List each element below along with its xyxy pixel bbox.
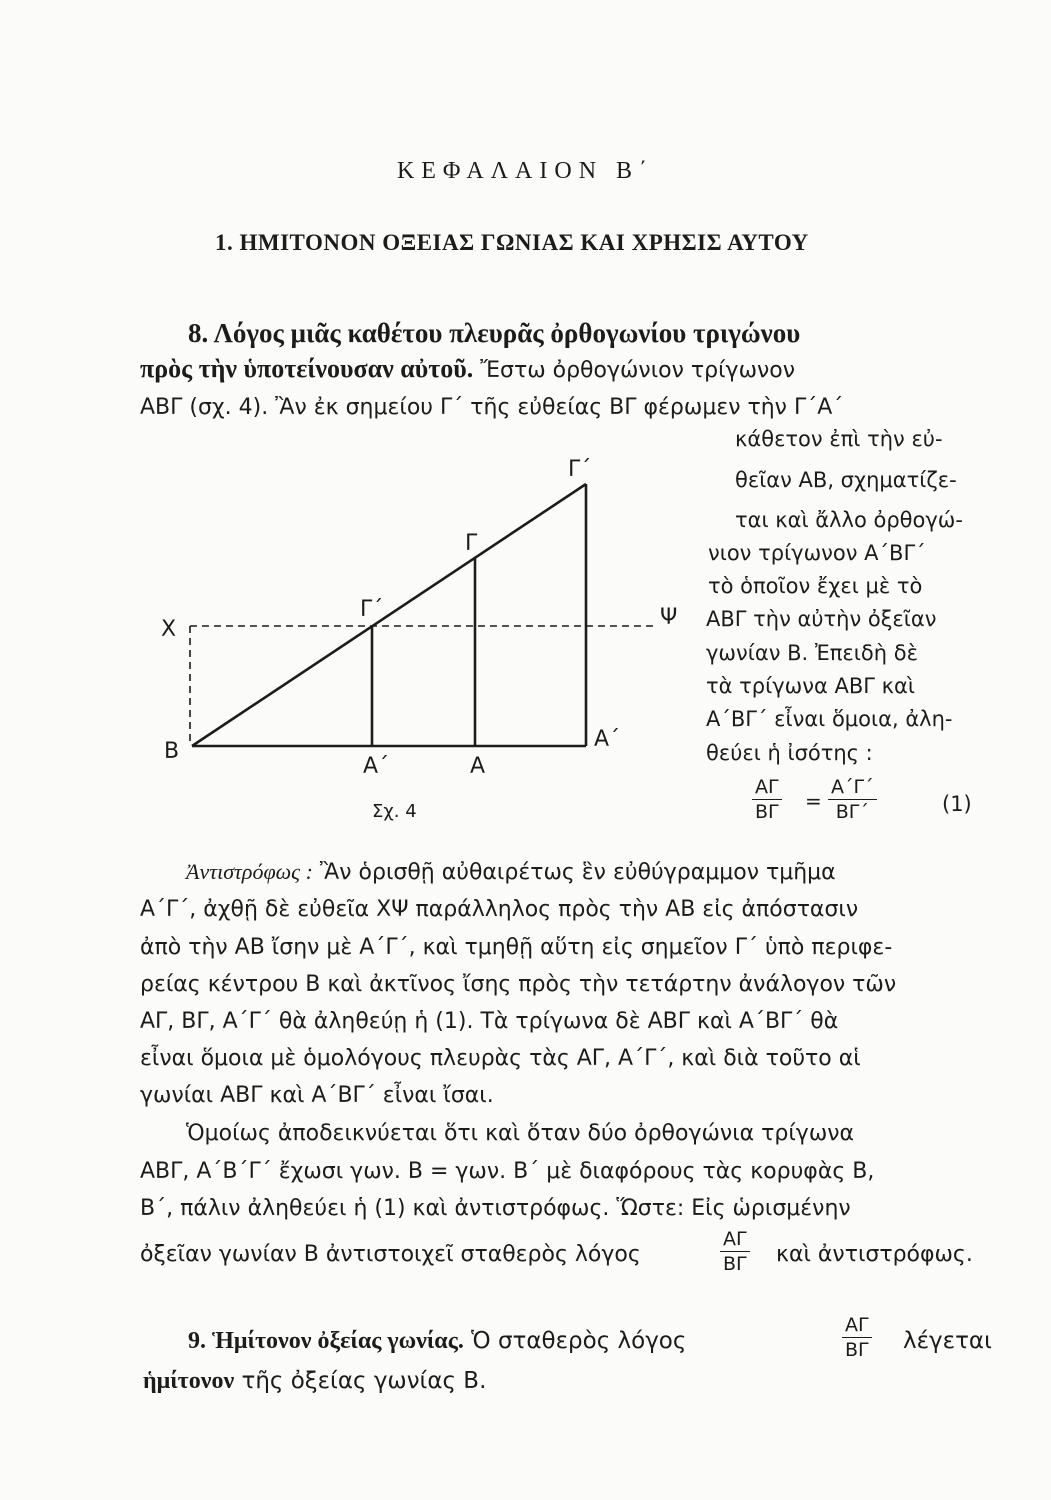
label-G1: Γ΄: [360, 597, 384, 622]
par8-line2-text: Ἔστω ὀρθογώνιον τρίγωνον: [473, 358, 796, 383]
side-line: ται καὶ ἄλλο ὀρθογώ-: [735, 508, 963, 532]
converse-line1-text: Ἂν ὁρισθῇ αὐθαιρέτως ἓν εὐθύγραμμον τμῆμα: [312, 860, 836, 885]
fraction-denominator: ΒΓ: [722, 1253, 747, 1275]
converse-line: εἶναι ὅμοια μὲ ὁμολόγους πλευρὰς τὰς ΑΓ, Α΄Γ΄, καὶ διὰ τοῦτο αἱ: [140, 1046, 861, 1071]
fraction-denominator: ΒΓ΄: [835, 801, 869, 823]
hypotenuse-line: [192, 484, 586, 746]
label-Psi: Ψ: [660, 605, 678, 630]
par9-line2-text: τῆς ὀξείας γωνίας Β.: [234, 1368, 487, 1394]
par8-heading: 8. Λόγος μιᾶς καθέτου πλευρᾶς ὀρθογωνίου τριγώνου: [188, 318, 801, 348]
fraction-denominator: ΒΓ: [754, 801, 779, 823]
similarly-last-after: καὶ ἀντιστρόφως.: [776, 1242, 973, 1267]
label-X: Χ: [161, 617, 177, 642]
converse-line1: [186, 859, 836, 885]
fraction-numerator: ΑΓ: [845, 1314, 869, 1336]
par8-line2: [140, 354, 795, 384]
figure-caption: Σχ. 4: [372, 801, 417, 822]
fraction-bar: [828, 799, 877, 800]
side-line: θεῖαν ΑΒ, σχηματίζε-: [735, 468, 957, 492]
ratio-fraction: [720, 1228, 750, 1275]
converse-line: ρείας κέντρου Β καὶ ἀκτῖνος ἴσης πρὸς τὴν τετάρτην ἀνάλογον τῶν: [140, 972, 897, 997]
figure-4: [150, 440, 680, 800]
fraction-bar: [752, 799, 782, 800]
label-B: Β: [164, 739, 180, 764]
fraction-numerator: ΑΓ: [755, 776, 779, 798]
similarly-line: ΑΒΓ, Α΄Β΄Γ΄ ἔχωσι γων. Β = γων. Β΄ μὲ διαφόρους τὰς κορυφὰς Β,: [140, 1159, 875, 1184]
converse-line: γωνίαι ΑΒΓ καὶ Α΄ΒΓ΄ εἶναι ἴσαι.: [140, 1083, 494, 1108]
label-A2: Α΄: [594, 727, 621, 752]
par9-text-before: Ὁ σταθερὸς λόγος: [471, 1328, 687, 1354]
side-line: νιον τρίγωνον Α΄ΒΓ΄: [708, 541, 926, 565]
converse-line: ἀπὸ τὴν ΑΒ ἴσην μὲ Α΄Γ΄, καὶ τμηθῇ αὕτη εἰς σημεῖον Γ΄ ὑπὸ περιφε-: [140, 935, 893, 960]
side-line: θεύει ἡ ἰσότης :: [706, 741, 873, 765]
par9-text-after: λέγεται: [903, 1328, 992, 1354]
side-line: τὸ ὁποῖον ἔχει μὲ τὸ: [708, 574, 923, 598]
similarly-line: Ὁμοίως ἀποδεικνύεται ὅτι καὶ ὅταν δύο ὀρθογώνια τρίγωνα: [186, 1121, 855, 1146]
converse-line: Α΄Γ΄, ἀχθῇ δὲ εὐθεῖα ΧΨ παράλληλος πρὸς τὴν ΑΒ εἰς ἀπόστασιν: [140, 897, 859, 922]
label-A: Α: [470, 754, 486, 779]
fraction-denominator: ΒΓ: [844, 1339, 869, 1361]
par9-term: ἡμίτονον: [143, 1368, 235, 1394]
fraction-numerator: Α΄Γ΄: [831, 776, 874, 798]
equation-left-fraction: [752, 776, 782, 823]
side-line: κάθετον ἐπὶ τὴν εὐ-: [735, 427, 943, 451]
side-line: ΑΒΓ τὴν αὐτὴν ὀξεῖαν: [706, 607, 937, 631]
converse-label: Ἀντιστρόφως :: [186, 859, 313, 884]
par9-line2: [143, 1368, 486, 1395]
side-line: γωνίαν Β. Ἐπειδὴ δὲ: [706, 641, 918, 665]
fraction-bar: [842, 1337, 872, 1338]
chapter-title: ΚΕΦΑΛΑΙΟΝ Β΄: [396, 158, 655, 184]
label-G: Γ: [465, 531, 478, 556]
par8-heading-cont: πρὸς τὴν ὑποτείνουσαν αὐτοῦ.: [140, 354, 474, 383]
similarly-last-before: ὀξεῖαν γωνίαν Β ἀντιστοιχεῖ σταθερὸς λόγος: [140, 1242, 641, 1267]
side-line: Α΄ΒΓ΄ εἶναι ὅμοια, ἀλη-: [706, 707, 953, 731]
par9-line1: [188, 1328, 686, 1355]
par9-fraction: [842, 1314, 872, 1361]
fraction-numerator: ΑΓ: [723, 1228, 747, 1250]
similarly-line: Β΄, πάλιν ἀληθεύει ἡ (1) καὶ ἀντιστρόφως. Ὥστε: Εἰς ὡρισμένην: [140, 1196, 851, 1221]
par9-heading: 9. Ἡμίτονον ὀξείας γωνίας.: [188, 1328, 464, 1354]
fraction-bar: [720, 1251, 750, 1252]
side-line: τὰ τρίγωνα ΑΒΓ καὶ: [706, 674, 915, 698]
equals-sign: =: [805, 789, 822, 813]
label-A1: Α΄: [363, 754, 390, 779]
par8-line3: ΑΒΓ (σχ. 4). Ἂν ἐκ σημείου Γ΄ τῆς εὐθείας ΒΓ φέρωμεν τὴν Γ΄Α΄: [140, 395, 844, 420]
converse-line: ΑΓ, ΒΓ, Α΄Γ΄ θὰ ἀληθεύῃ ἡ (1). Τὰ τρίγωνα δὲ ΑΒΓ καὶ Α΄ΒΓ΄ θὰ: [140, 1009, 839, 1034]
section-title: 1. ΗΜΙΤΟΝΟΝ ΟΞΕΙΑΣ ΓΩΝΙΑΣ ΚΑΙ ΧΡΗΣΙΣ ΑΥΤΟΥ: [215, 230, 809, 255]
equation-right-fraction: [828, 776, 877, 823]
label-G2: Γ΄: [568, 457, 592, 482]
equation-number: (1): [942, 792, 972, 816]
